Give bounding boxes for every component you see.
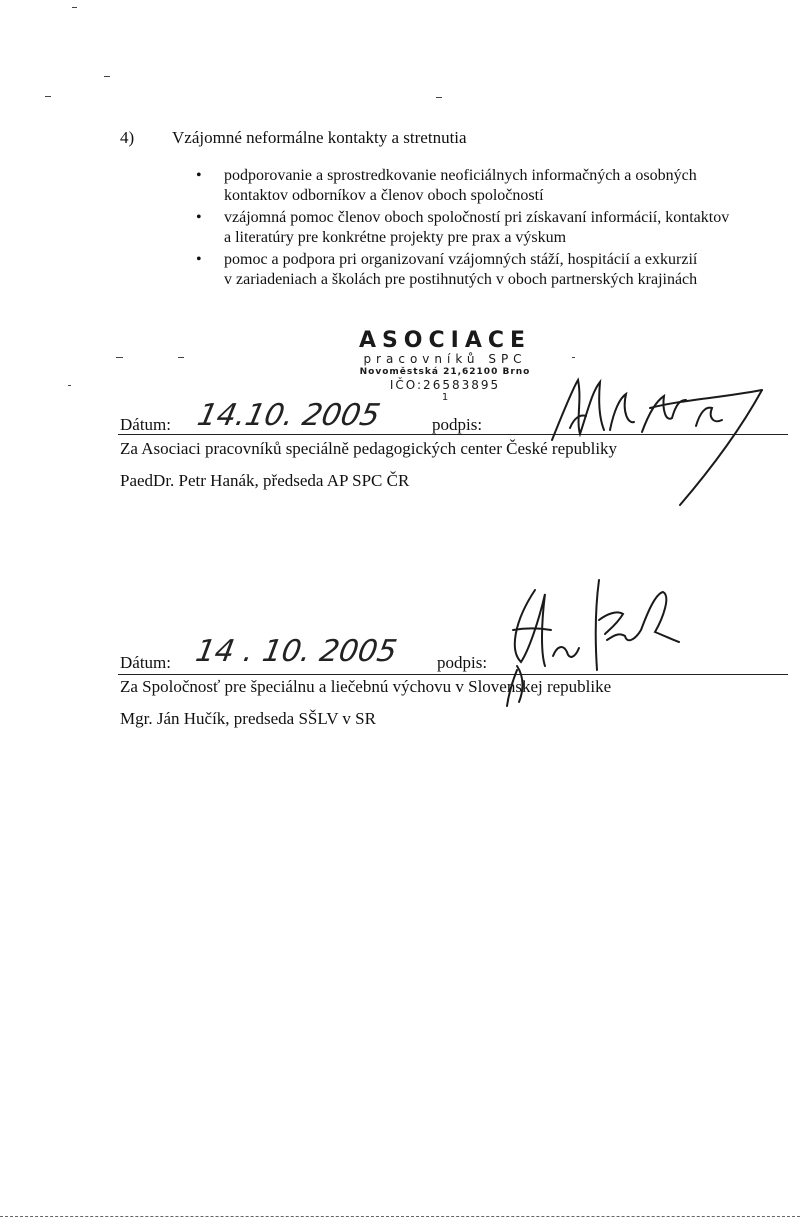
page-edge [0, 1216, 800, 1217]
list-item-line: • pomoc a podpora pri organizovaní vzájomných stáží, hospitácií a exkurzií [224, 251, 698, 268]
handwritten-signature [495, 570, 685, 710]
signature-line [118, 674, 788, 675]
representative-name: Mgr. Ján Hučík, predseda SŠLV v SR [120, 709, 376, 728]
organization-name: Za Asociaci pracovníků speciálně pedagogických center České republiky [120, 439, 618, 458]
date-label: Dátum: [120, 653, 171, 672]
section-title: Vzájomné neformálne kontakty a stretnutia [172, 128, 467, 147]
list-item-line: a literatúry pre konkrétne projekty pre prax a výskum [224, 229, 567, 246]
stamp-subtitle: pracovníků SPC [363, 352, 527, 366]
stamp-ico: IČO:26583895 [389, 378, 501, 392]
signature-label: podpis: [432, 415, 483, 434]
list-item [196, 166, 729, 206]
list-item-line: • podporovanie a sprostredkovanie neoficiálnych informačných a osobných [224, 167, 697, 184]
organization-stamp [350, 330, 540, 403]
stamp-address: Novoměstská 21,62100 Brno [359, 367, 531, 377]
list-item-line: v zariadeniach a školách pre postihnutých v oboch partnerských krajinách [224, 271, 698, 288]
signature-label: podpis: [437, 653, 488, 672]
handwritten-signature [530, 360, 790, 520]
section-number: 4) [120, 128, 135, 147]
handwritten-date: 14.10. 2005 [194, 398, 384, 433]
list-item [196, 208, 729, 248]
date-label: Dátum: [120, 415, 171, 434]
list-item-line: kontaktov odborníkov a členov oboch spoločností [224, 187, 544, 204]
handwritten-date: 14 . 10. 2005 [192, 634, 400, 669]
bullet-list [196, 166, 729, 292]
stamp-title: ASOCIACE [358, 328, 532, 353]
list-item-line: • vzájomná pomoc členov oboch spoločností pri získavaní informácií, kontaktov [224, 209, 730, 226]
list-item [196, 250, 729, 290]
organization-name: Za Spoločnosť pre špeciálnu a liečebnú výchovu v Slovenskej republike [120, 677, 612, 696]
representative-name: PaedDr. Petr Hanák, předseda AP SPC ČR [120, 471, 410, 490]
stamp-number: 1 [441, 392, 449, 403]
